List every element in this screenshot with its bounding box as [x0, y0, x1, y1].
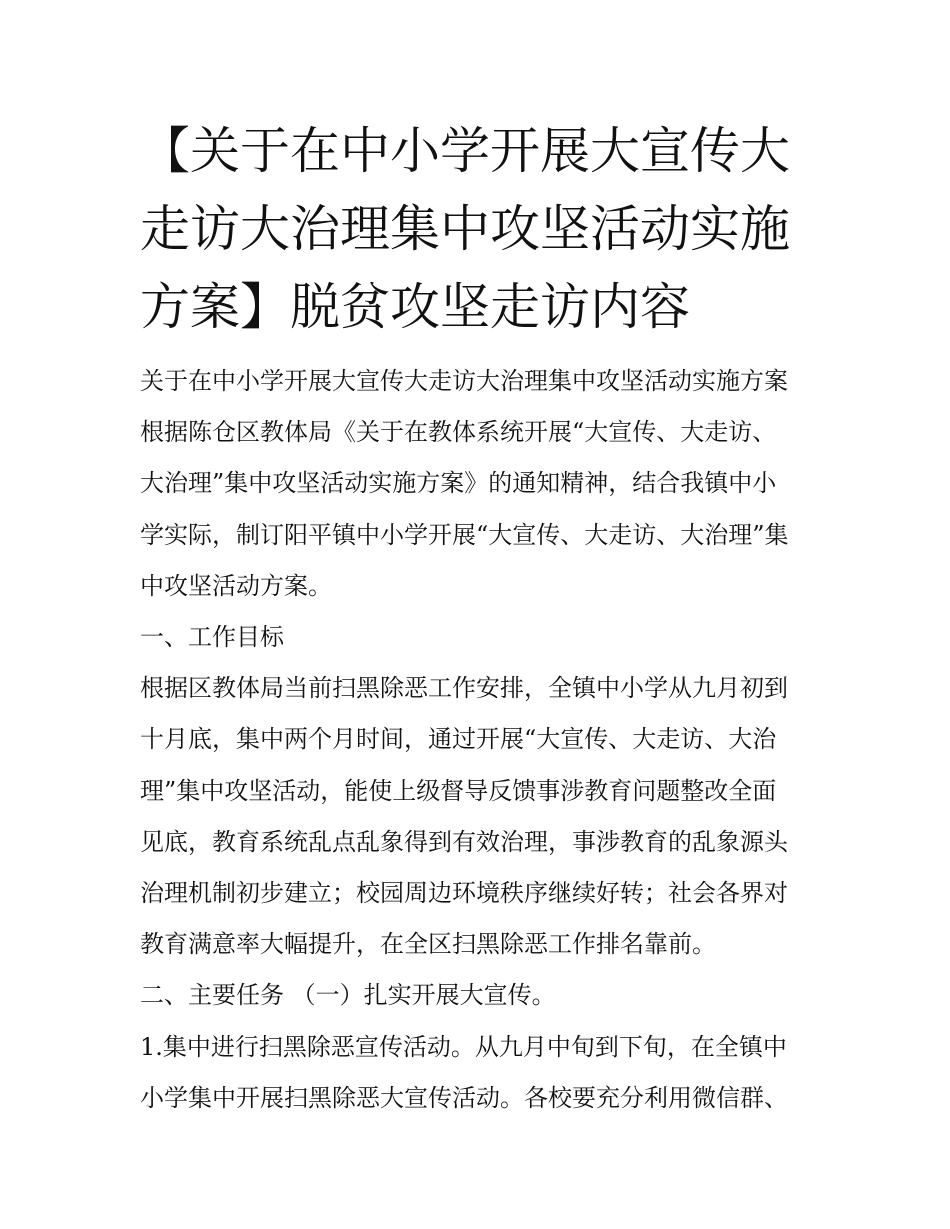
- body-line: 教育满意率大幅提升，在全区扫黑除恶工作排名靠前。: [140, 930, 716, 959]
- title-line: 方案】脱贫攻坚走访内容: [140, 278, 690, 336]
- title-line: 走访大治理集中攻坚活动实施: [140, 200, 790, 258]
- document-body: [140, 356, 820, 1124]
- body-line: 大治理”集中攻坚活动实施方案》的通知精神，结合我镇中小: [140, 469, 777, 498]
- body-line: 根据区教体局当前扫黑除恶工作安排，全镇中小学从九月初到: [140, 674, 788, 703]
- body-line: 1.集中进行扫黑除恶宣传活动。从九月中旬到下旬，在全镇中: [140, 1032, 787, 1061]
- document-title: [140, 112, 820, 346]
- body-line: 治理机制初步建立；校园周边环境秩序继续好转；社会各界对: [140, 879, 788, 908]
- title-line: 【关于在中小学开展大宣传大: [140, 122, 790, 180]
- section-heading-goals: 一、工作目标: [140, 623, 284, 652]
- body-line: 见底，教育系统乱点乱象得到有效治理，事涉教育的乱象源头: [140, 827, 788, 856]
- body-line: 十月底，集中两个月时间，通过开展“大宣传、大走访、大治: [140, 725, 777, 754]
- body-line: 关于在中小学开展大宣传大走访大治理集中攻坚活动实施方案: [140, 367, 788, 395]
- document-page: [140, 112, 820, 1124]
- body-line: 理”集中攻坚活动，能使上级督导反馈事涉教育问题整改全面: [140, 776, 777, 805]
- body-line: 学实际，制订阳平镇中小学开展“大宣传、大走访、大治理”集: [140, 520, 789, 549]
- section-heading-tasks: 二、主要任务 （一）扎实开展大宣传。: [140, 981, 556, 1010]
- body-line: 中攻坚活动方案。: [140, 571, 332, 600]
- body-line: 根据陈仓区教体局《关于在教体系统开展“大宣传、大走访、: [140, 418, 777, 447]
- body-line: 小学集中开展扫黑除恶大宣传活动。各校要充分利用微信群、: [140, 1083, 788, 1112]
